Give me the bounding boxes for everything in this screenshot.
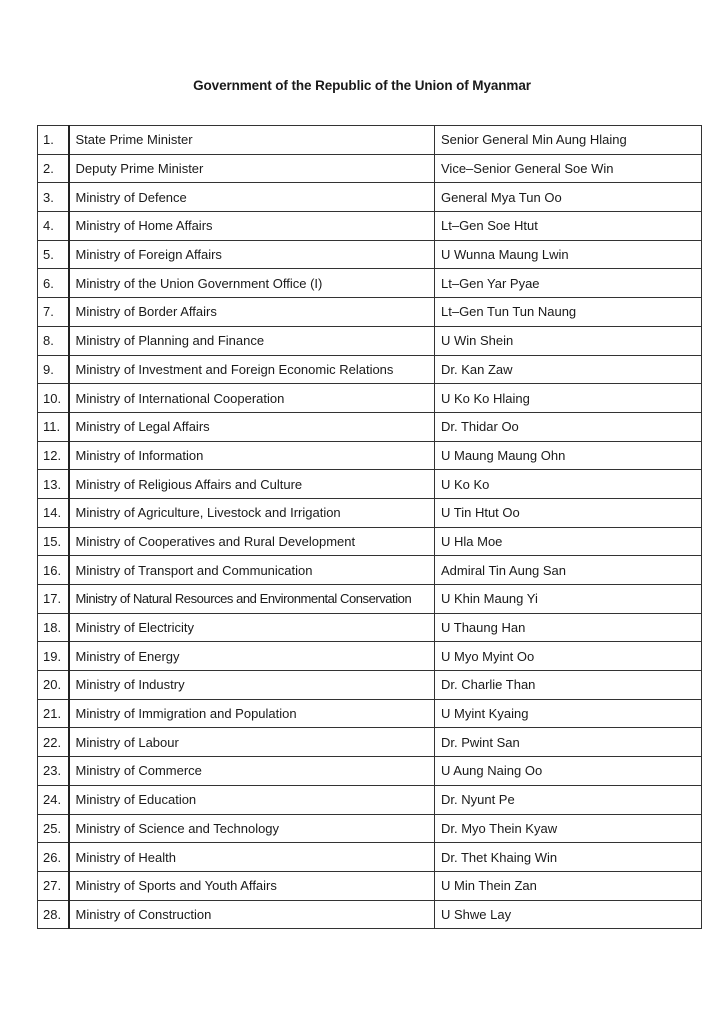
table-row — [38, 900, 702, 929]
minister-name-cell: Admiral Tin Aung San — [435, 556, 702, 585]
ministry-cell: Ministry of Defence — [69, 183, 435, 212]
table-row — [38, 556, 702, 585]
row-number: 8. — [38, 326, 69, 355]
table-row — [38, 728, 702, 757]
table-row — [38, 871, 702, 900]
minister-name-cell: U Min Thein Zan — [435, 871, 702, 900]
ministry-cell: Deputy Prime Minister — [69, 154, 435, 183]
table-row — [38, 642, 702, 671]
row-number: 18. — [38, 613, 69, 642]
minister-name-cell: Dr. Thidar Oo — [435, 412, 702, 441]
ministry-cell: Ministry of Health — [69, 843, 435, 872]
minister-name-cell: Dr. Pwint San — [435, 728, 702, 757]
table-row — [38, 126, 702, 155]
document-title: Government of the Republic of the Union of Myanmar — [193, 78, 531, 93]
row-number: 28. — [38, 900, 69, 929]
minister-name-cell: U Myint Kyaing — [435, 699, 702, 728]
minister-name-cell: Dr. Charlie Than — [435, 671, 702, 700]
minister-name-cell: U Maung Maung Ohn — [435, 441, 702, 470]
row-number: 17. — [38, 585, 69, 614]
minister-name-cell: U Ko Ko — [435, 470, 702, 499]
cabinet-table — [37, 125, 702, 929]
cabinet-table-body — [38, 126, 702, 929]
row-number: 10. — [38, 384, 69, 413]
ministry-cell: Ministry of Natural Resources and Environmental Conservation — [69, 585, 435, 614]
table-row — [38, 326, 702, 355]
minister-name-cell: U Myo Myint Oo — [435, 642, 702, 671]
row-number: 20. — [38, 671, 69, 700]
row-number: 26. — [38, 843, 69, 872]
ministry-cell: Ministry of Home Affairs — [69, 212, 435, 241]
table-row — [38, 355, 702, 384]
row-number: 4. — [38, 212, 69, 241]
table-row — [38, 527, 702, 556]
table-row — [38, 298, 702, 327]
row-number: 9. — [38, 355, 69, 384]
ministry-cell: Ministry of Investment and Foreign Economic Relations — [69, 355, 435, 384]
table-row — [38, 269, 702, 298]
ministry-cell: Ministry of Energy — [69, 642, 435, 671]
table-row — [38, 671, 702, 700]
table-row — [38, 699, 702, 728]
ministry-cell: Ministry of Sports and Youth Affairs — [69, 871, 435, 900]
table-row — [38, 757, 702, 786]
row-number: 24. — [38, 785, 69, 814]
minister-name-cell: Dr. Myo Thein Kyaw — [435, 814, 702, 843]
ministry-cell: Ministry of Religious Affairs and Culture — [69, 470, 435, 499]
minister-name-cell: U Ko Ko Hlaing — [435, 384, 702, 413]
table-row — [38, 212, 702, 241]
ministry-cell: Ministry of Foreign Affairs — [69, 240, 435, 269]
minister-name-cell: Lt–Gen Tun Tun Naung — [435, 298, 702, 327]
table-row — [38, 585, 702, 614]
table-row — [38, 154, 702, 183]
row-number: 12. — [38, 441, 69, 470]
minister-name-cell: Dr. Kan Zaw — [435, 355, 702, 384]
ministry-cell: Ministry of Cooperatives and Rural Development — [69, 527, 435, 556]
row-number: 11. — [38, 412, 69, 441]
table-row — [38, 498, 702, 527]
table-row — [38, 240, 702, 269]
ministry-cell: Ministry of International Cooperation — [69, 384, 435, 413]
row-number: 21. — [38, 699, 69, 728]
minister-name-cell: U Shwe Lay — [435, 900, 702, 929]
table-row — [38, 843, 702, 872]
ministry-cell: Ministry of the Union Government Office (I) — [69, 269, 435, 298]
row-number: 23. — [38, 757, 69, 786]
ministry-cell: Ministry of Border Affairs — [69, 298, 435, 327]
ministry-cell: Ministry of Education — [69, 785, 435, 814]
ministry-cell: Ministry of Electricity — [69, 613, 435, 642]
row-number: 15. — [38, 527, 69, 556]
row-number: 6. — [38, 269, 69, 298]
ministry-cell: Ministry of Planning and Finance — [69, 326, 435, 355]
minister-name-cell: U Hla Moe — [435, 527, 702, 556]
minister-name-cell: Dr. Nyunt Pe — [435, 785, 702, 814]
minister-name-cell: U Win Shein — [435, 326, 702, 355]
ministry-cell: Ministry of Information — [69, 441, 435, 470]
table-row — [38, 613, 702, 642]
table-row — [38, 785, 702, 814]
ministry-cell: Ministry of Commerce — [69, 757, 435, 786]
ministry-cell: Ministry of Agriculture, Livestock and Irrigation — [69, 498, 435, 527]
ministry-cell: Ministry of Immigration and Population — [69, 699, 435, 728]
minister-name-cell: U Wunna Maung Lwin — [435, 240, 702, 269]
table-row — [38, 183, 702, 212]
minister-name-cell: Vice–Senior General Soe Win — [435, 154, 702, 183]
minister-name-cell: U Aung Naing Oo — [435, 757, 702, 786]
minister-name-cell: Lt–Gen Soe Htut — [435, 212, 702, 241]
ministry-cell: Ministry of Construction — [69, 900, 435, 929]
ministry-cell: Ministry of Legal Affairs — [69, 412, 435, 441]
ministry-cell: State Prime Minister — [69, 126, 435, 155]
minister-name-cell: Senior General Min Aung Hlaing — [435, 126, 702, 155]
minister-name-cell: Dr. Thet Khaing Win — [435, 843, 702, 872]
row-number: 2. — [38, 154, 69, 183]
minister-name-cell: U Thaung Han — [435, 613, 702, 642]
minister-name-cell: U Khin Maung Yi — [435, 585, 702, 614]
row-number: 14. — [38, 498, 69, 527]
ministry-cell: Ministry of Industry — [69, 671, 435, 700]
row-number: 19. — [38, 642, 69, 671]
minister-name-cell: General Mya Tun Oo — [435, 183, 702, 212]
row-number: 3. — [38, 183, 69, 212]
ministry-cell: Ministry of Labour — [69, 728, 435, 757]
ministry-cell: Ministry of Transport and Communication — [69, 556, 435, 585]
row-number: 16. — [38, 556, 69, 585]
row-number: 7. — [38, 298, 69, 327]
table-row — [38, 814, 702, 843]
row-number: 25. — [38, 814, 69, 843]
minister-name-cell: U Tin Htut Oo — [435, 498, 702, 527]
table-row — [38, 412, 702, 441]
minister-name-cell: Lt–Gen Yar Pyae — [435, 269, 702, 298]
row-number: 27. — [38, 871, 69, 900]
table-row — [38, 441, 702, 470]
row-number: 5. — [38, 240, 69, 269]
row-number: 13. — [38, 470, 69, 499]
row-number: 22. — [38, 728, 69, 757]
table-row — [38, 470, 702, 499]
row-number: 1. — [38, 126, 69, 155]
table-row — [38, 384, 702, 413]
ministry-cell: Ministry of Science and Technology — [69, 814, 435, 843]
